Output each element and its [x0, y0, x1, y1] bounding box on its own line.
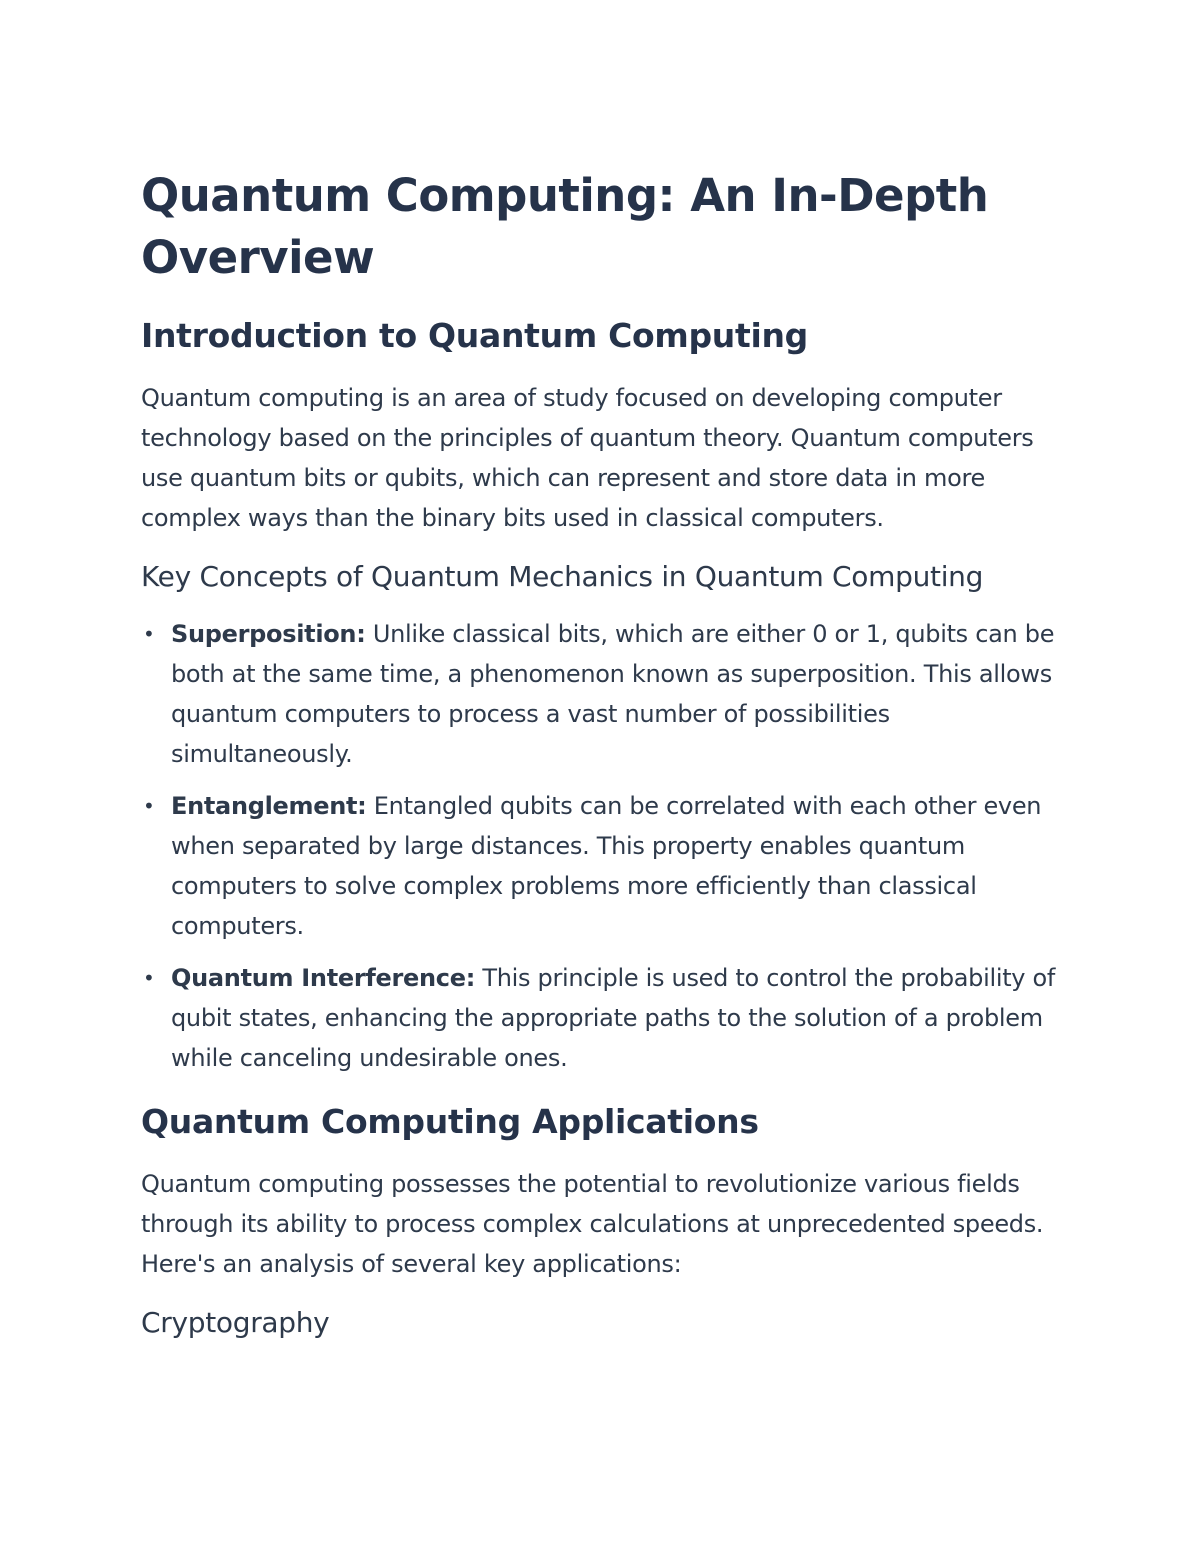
- key-concepts-list: [141, 614, 1076, 1078]
- concept-term: Superposition:: [171, 620, 366, 648]
- concept-term: Quantum Interference:: [171, 964, 476, 992]
- concept-text: This principle is used to control the probability of qubit states, enhancing the appropriate paths to the solution of a problem while canceling undesirable ones.: [171, 964, 1056, 1072]
- intro-paragraph: Quantum computing is an area of study focused on developing computer technology based on the principles of quantum theory. Quantum computers use quantum bits or qubits, which can represent and store data in more complex ways than the binary bits used in classical computers.: [141, 384, 1034, 532]
- document-page: [141, 165, 1076, 1360]
- section-heading-introduction: Introduction to Quantum Computing: [141, 316, 808, 355]
- section-heading-applications: Quantum Computing Applications: [141, 1102, 759, 1141]
- applications-paragraph: Quantum computing possesses the potential to revolutionize various fields through its ability to process complex calculations at unprecedented speeds. Here's an analysis of several key applications:: [141, 1170, 1044, 1278]
- document-title: Quantum Computing: An In-Depth Overview: [141, 169, 989, 284]
- subheading-key-concepts: Key Concepts of Quantum Mechanics in Quantum Computing: [141, 560, 984, 593]
- concept-text: Entangled qubits can be correlated with each other even when separated by large distances. This property enables quantum computers to solve complex problems more efficiently than classical computers.: [171, 792, 1042, 940]
- bullet-icon: •: [143, 794, 155, 818]
- concept-text: Unlike classical bits, which are either 0 or 1, qubits can be both at the same time, a phenomenon known as superposition. This allows quantum computers to process a vast number of possibilities simultaneously.: [171, 620, 1055, 768]
- bullet-icon: •: [143, 622, 155, 646]
- subheading-cryptography: Cryptography: [141, 1306, 330, 1339]
- list-item-quantum-interference: [141, 958, 1076, 1078]
- concept-term: Entanglement:: [171, 792, 367, 820]
- list-item-entanglement: [141, 786, 1076, 946]
- bullet-icon: •: [143, 966, 155, 990]
- list-item-superposition: [141, 614, 1076, 774]
